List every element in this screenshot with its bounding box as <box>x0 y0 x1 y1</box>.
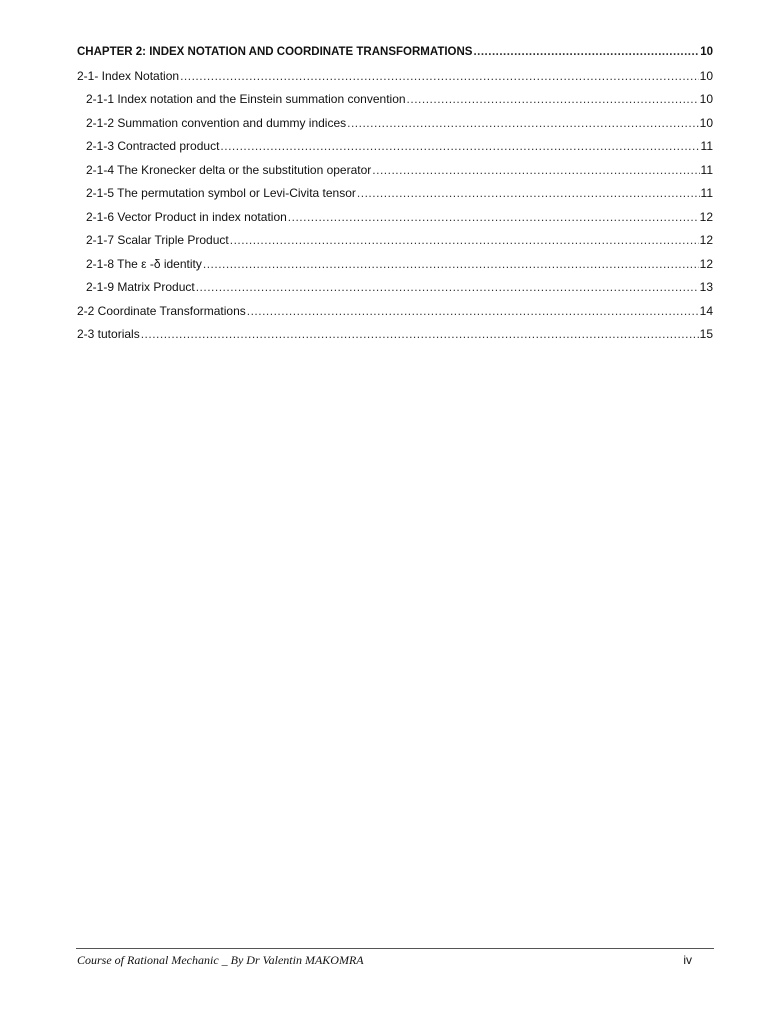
page-footer <box>76 948 714 967</box>
toc-entry[interactable] <box>77 184 713 208</box>
toc-dot-leader <box>288 208 699 226</box>
toc-dot-leader <box>407 90 699 108</box>
footer-course-title: Course of Rational Mechanic _ By Dr Valentin MAKOMRA <box>77 953 364 967</box>
toc-entry-title: 2-1-3 Contracted product <box>86 139 220 153</box>
toc-entry[interactable] <box>77 114 713 138</box>
toc-entry[interactable] <box>77 161 713 185</box>
toc-dot-leader <box>203 255 699 273</box>
toc-entry-title: 2-3 tutorials <box>77 327 140 341</box>
toc-entry-title: 2-1-6 Vector Product in index notation <box>86 209 287 224</box>
toc-dot-leader <box>347 114 699 132</box>
toc-entry-page: 12 <box>699 256 713 271</box>
toc-entry-title: 2-1-7 Scalar Triple Product <box>86 233 229 247</box>
toc-entry-page: 11 <box>700 162 713 177</box>
toc-entry-page: 12 <box>699 233 713 247</box>
toc-entry-title: 2-1-8 The ε -δ identity <box>86 256 202 271</box>
toc-entry-title: 2-1- Index Notation <box>77 68 180 83</box>
toc-entry-page: 10 <box>700 46 713 58</box>
toc-dot-leader <box>473 43 699 61</box>
toc-entry-page: 13 <box>699 280 713 294</box>
toc-entry-title: 2-1-1 Index notation and the Einstein summation convention <box>86 92 406 106</box>
toc-dot-leader <box>372 161 699 179</box>
toc-entry-page: 12 <box>699 209 713 224</box>
toc-entry-title: 2-1-5 The permutation symbol or Levi-Civita tensor <box>86 186 356 200</box>
toc-entry-page: 10 <box>699 115 713 130</box>
toc-entry-title: 2-2 Coordinate Transformations <box>77 303 246 318</box>
toc-entry[interactable] <box>77 302 713 326</box>
toc-entry[interactable] <box>77 67 713 91</box>
table-of-contents <box>77 43 713 349</box>
toc-dot-leader <box>220 137 699 155</box>
toc-entry-page: 15 <box>699 327 713 341</box>
toc-dot-leader <box>230 231 699 249</box>
toc-dot-leader <box>247 302 699 320</box>
toc-entry[interactable] <box>77 208 713 232</box>
toc-entry-page: 11 <box>700 139 713 153</box>
toc-entry-title: 2-1-9 Matrix Product <box>86 280 195 294</box>
toc-entry-page: 14 <box>699 303 713 318</box>
footer-page-number: iv <box>683 953 692 967</box>
toc-entry[interactable] <box>77 278 713 302</box>
toc-entry[interactable] <box>77 255 713 279</box>
toc-entry-title: CHAPTER 2: INDEX NOTATION AND COORDINATE TRANSFORMATIONS <box>77 46 473 58</box>
toc-entry[interactable] <box>77 137 713 161</box>
toc-entry[interactable] <box>77 231 713 255</box>
toc-entry[interactable] <box>77 43 713 67</box>
toc-dot-leader <box>196 278 699 296</box>
toc-dot-leader <box>357 184 700 202</box>
toc-entry-page: 11 <box>700 186 713 200</box>
toc-entry-page: 10 <box>699 92 713 106</box>
toc-dot-leader <box>141 325 699 343</box>
toc-entry-page: 10 <box>699 68 713 83</box>
toc-entry-title: 2-1-4 The Kronecker delta or the substitution operator <box>86 162 372 177</box>
toc-entry-title: 2-1-2 Summation convention and dummy indices <box>86 115 347 130</box>
toc-entry[interactable] <box>77 90 713 114</box>
toc-dot-leader <box>180 67 699 85</box>
toc-entry[interactable] <box>77 325 713 349</box>
